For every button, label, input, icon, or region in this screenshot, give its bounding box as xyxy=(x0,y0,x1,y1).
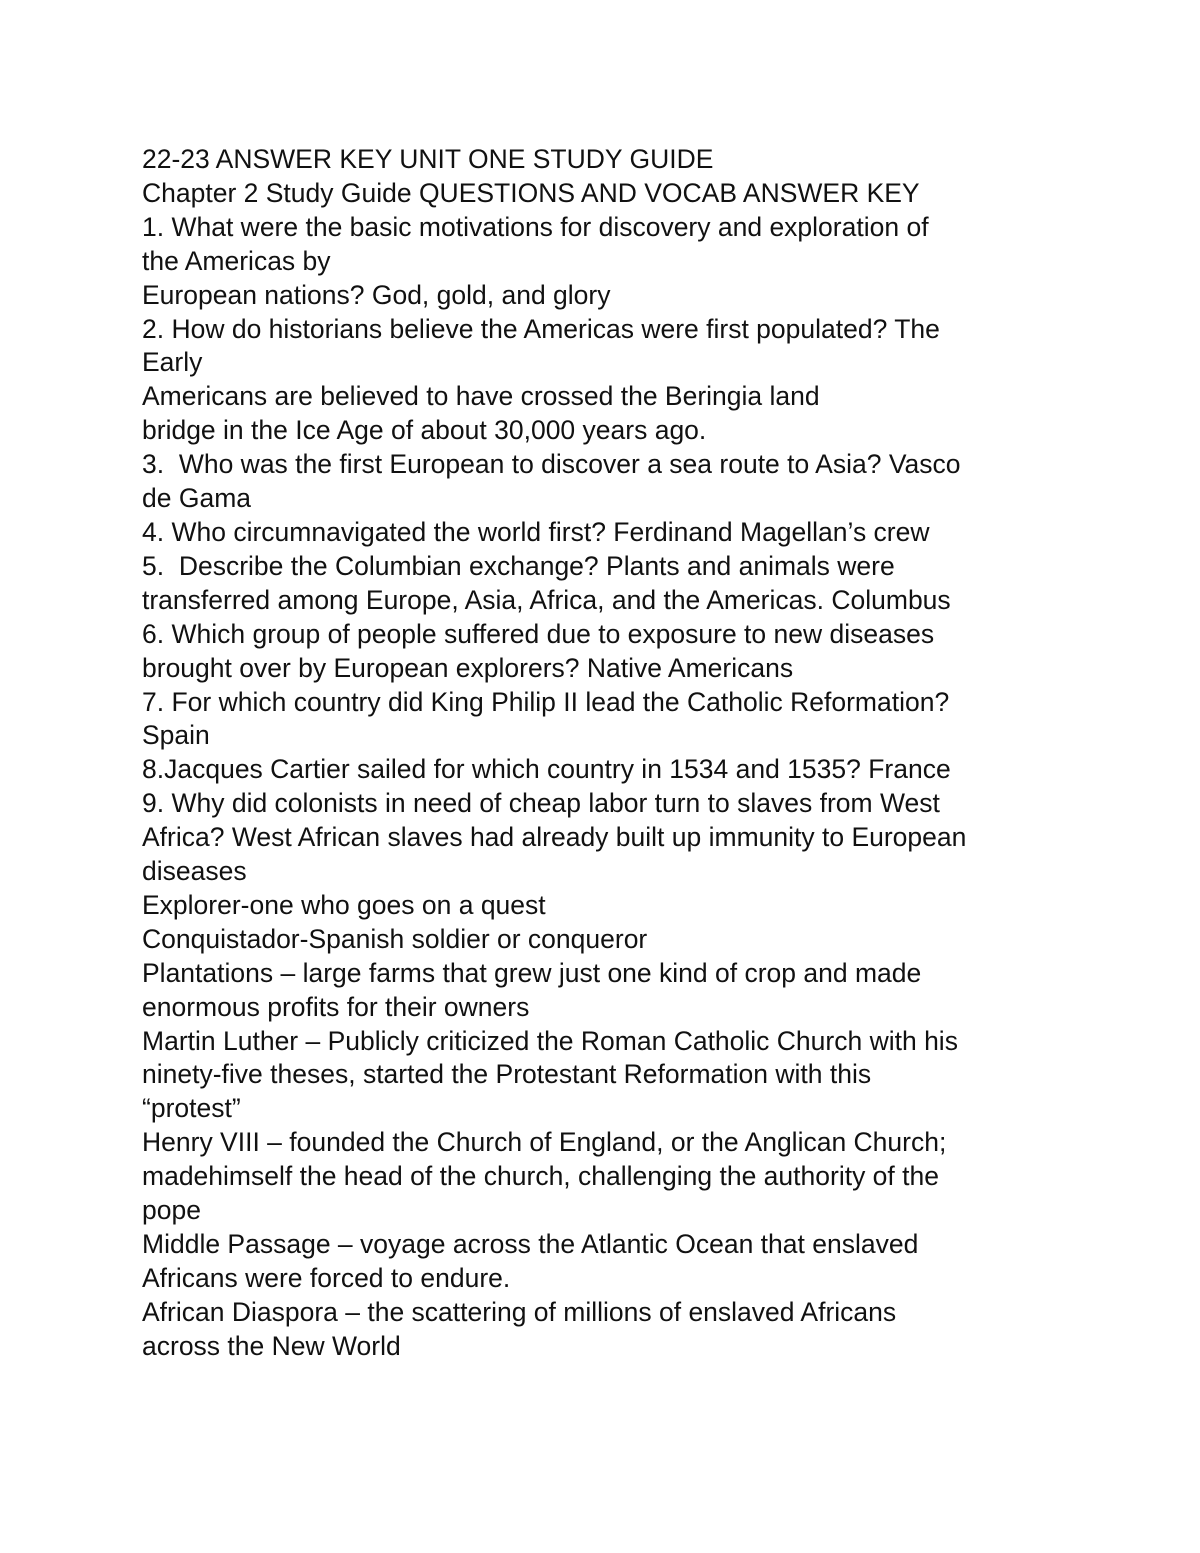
vocab-martin-luther-line-2: ninety-five theses, started the Protestant Reformation with this xyxy=(142,1059,872,1090)
vocab-conquistador: Conquistador-Spanish soldier or conqueror xyxy=(142,923,648,954)
question-3-line-2: de Gama xyxy=(142,483,252,514)
question-6-line-1: 6. Which group of people suffered due to exposure to new diseases xyxy=(142,618,935,649)
document-text xyxy=(142,143,1142,1364)
question-1-line-2: the Americas by xyxy=(142,245,331,276)
document-title: 22-23 ANSWER KEY UNIT ONE STUDY GUIDE xyxy=(142,144,714,174)
vocab-middle-passage-line-2: Africans were forced to endure. xyxy=(142,1262,511,1293)
vocab-african-diaspora-line-1: African Diaspora – the scattering of millions of enslaved Africans xyxy=(142,1296,897,1327)
question-7-line-1: 7. For which country did King Philip II lead the Catholic Reformation? xyxy=(142,686,950,717)
question-4: 4. Who circumnavigated the world first? Ferdinand Magellan’s crew xyxy=(142,516,930,547)
vocab-henry-viii-line-3: pope xyxy=(142,1195,201,1226)
question-5-line-2: transferred among Europe, Asia, Africa, and the Americas. Columbus xyxy=(142,584,951,615)
vocab-henry-viii-line-2: madehimself the head of the church, challenging the authority of the xyxy=(142,1161,939,1192)
question-6-line-2: brought over by European explorers? Native Americans xyxy=(142,652,794,683)
question-2-line-2: Early xyxy=(142,347,203,378)
question-5-line-1: 5. Describe the Columbian exchange? Plants and animals were xyxy=(142,550,895,581)
question-2-line-1: 2. How do historians believe the Americas were first populated? The xyxy=(142,313,940,344)
vocab-martin-luther-line-1: Martin Luther – Publicly criticized the Roman Catholic Church with his xyxy=(142,1025,958,1056)
question-1-line-1: 1. What were the basic motivations for discovery and exploration of xyxy=(142,211,929,242)
vocab-african-diaspora-line-2: across the New World xyxy=(142,1330,401,1361)
question-2-answer-line-2: bridge in the Ice Age of about 30,000 years ago. xyxy=(142,415,707,446)
vocab-explorer: Explorer-one who goes on a quest xyxy=(142,889,546,920)
question-3-line-1: 3. Who was the first European to discover a sea route to Asia? Vasco xyxy=(142,449,961,480)
vocab-henry-viii-line-1: Henry VIII – founded the Church of England, or the Anglican Church; xyxy=(142,1127,947,1158)
question-9-line-3: diseases xyxy=(142,856,247,887)
vocab-middle-passage-line-1: Middle Passage – voyage across the Atlantic Ocean that enslaved xyxy=(142,1229,919,1259)
document-subtitle: Chapter 2 Study Guide QUESTIONS AND VOCAB ANSWER KEY xyxy=(142,177,920,208)
question-9-line-2: Africa? West African slaves had already built up immunity to European xyxy=(142,822,967,853)
vocab-martin-luther-line-3: “protest” xyxy=(142,1093,241,1124)
vocab-plantations-line-1: Plantations – large farms that grew just one kind of crop and made xyxy=(142,957,922,988)
question-2-answer-line-1: Americans are believed to have crossed the Beringia land xyxy=(142,381,820,412)
question-7-line-2: Spain xyxy=(142,720,210,751)
question-8: 8.Jacques Cartier sailed for which country in 1534 and 1535? France xyxy=(142,754,951,785)
question-1-answer: European nations? God, gold, and glory xyxy=(142,279,611,310)
question-9-line-1: 9. Why did colonists in need of cheap labor turn to slaves from West xyxy=(142,788,940,819)
vocab-plantations-line-2: enormous profits for their owners xyxy=(142,991,530,1022)
